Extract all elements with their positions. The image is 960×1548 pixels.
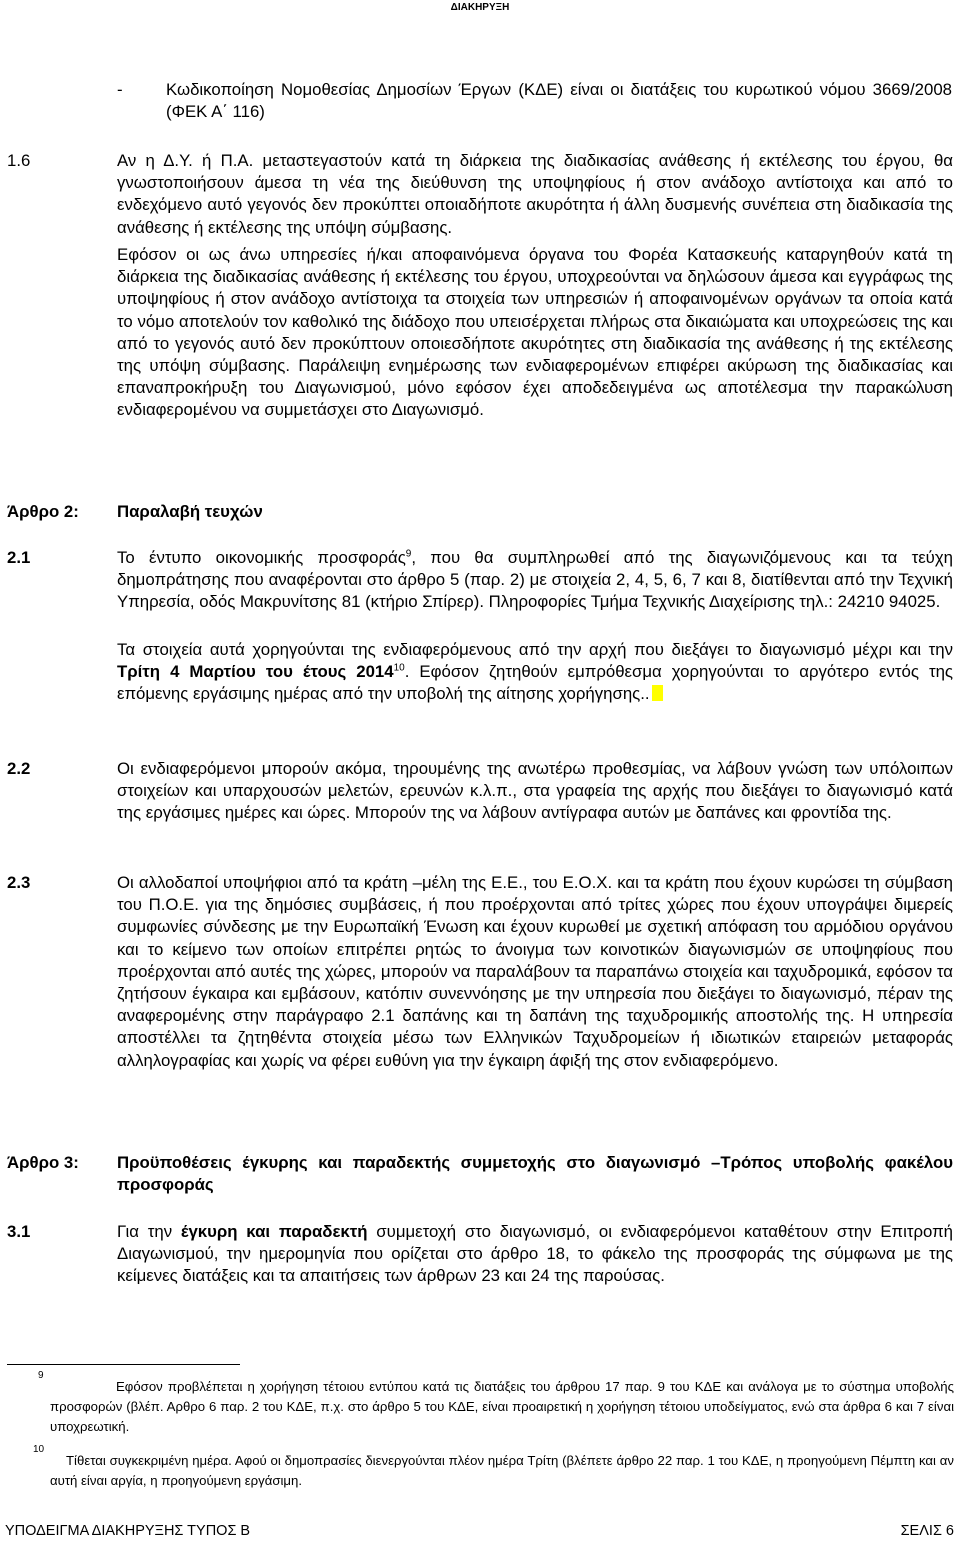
section-2-1-paragraph-1 (117, 547, 953, 614)
section-number-2-1: 2.1 (7, 548, 31, 567)
section-2-2-paragraph: Οι ενδιαφερόμενοι μπορούν ακόμα, τηρουμένης της ανωτέρω προθεσμίας, να λάβουν γνώση των υπόλοιπων στοιχείων και υπαρχουσών μελετών, ερευνών κ.λ.π., στα γραφεία της αρχής που διεξάγει το διαγωνισμό κατά της εργάσιμες ημέρες και ώρες. Μπορούν της να λάβουν αντίγραφα αυτών με δαπάνες και φροντίδα της. (117, 759, 953, 823)
footnote-10-text: Τίθεται συγκεκριμένη ημέρα. Αφού οι δημοπρασίες διενεργούνται πλέον ημέρα Τρίτη (βλέπετε άρθρο 22 παρ. 1 του ΚΔΕ, η προηγούμενη Πέμπτη και αν αυτή είναι αργία, η προηγούμενη εργάσιμη. (50, 1453, 954, 1488)
highlight-mark (652, 685, 663, 701)
section-1-6-paragraph-2: Εφόσον οι ως άνω υπηρεσίες ή/και αποφαινόμενα όργανα του Φορέα Κατασκευής καταργηθούν κατά τη διάρκεια της διαδικασίας ανάθεσης ή εκτέλεσης του έργου, υποχρεούνται να δηλώσουν άμεσα και εγγράφως της υποψηφίους ή στον ανάδοχο αντίστοιχα τα στοιχεία των υπηρεσιών ή αποφαινομένων οργάνων τα οποία κατά το νόμο αποτελούν τον καθολικό της διάδοχο που υπεισέρχεται πλήρως στα δικαιώματα και υποχρεώσεις της και από το γεγονός αυτό δεν προκύπτουν οποιεσδήποτε ακυρότητες στη διαδικασία της ανάθεσης ή της εκτέλεσης της υπόψη σύμβασης. Παράλειψη ενημέρωσης των ενδιαφερομένων επιφέρει ακύρωση της διαδικασίας και επαναπροκήρυξη του Διαγωνισμού, μόνο εφόσον έχει αποδεδειγμένα ως αποτέλεσμα την παρακώλυση ενδιαφερομένου να συμμετάσχει στο Διαγωνισμό. (117, 245, 953, 420)
list-dash: - (117, 80, 123, 99)
footer-page-number: ΣΕΛΙΣ 6 (900, 1523, 954, 1539)
footnote-9-number: 9 (38, 1370, 44, 1381)
section-3-1-text-a: Για την (117, 1222, 173, 1241)
section-number-3-1: 3.1 (7, 1222, 31, 1241)
section-number-1-6: 1.6 (7, 151, 31, 170)
section-2-1-text-b: , που θα συμπληρωθεί από της διαγωνιζόμενους και τα τεύχη δημοπράτησης που αναφέρονται στο άρθρο 5 (παρ. 2) με στοιχεία 2, 4, 5, 6, 7 και 8, διατίθενται από την Τεχνική Υπηρεσία, οδός Μακρυνίτσης 81 (κτήριο Σπίρερ). Πληροφορίες Τμήμα Τεχνικής Διαχείρισης τηλ.: 24210 94025. (117, 548, 954, 612)
section-2-1-text-a: Το έντυπο οικονομικής προσφοράς (117, 548, 406, 567)
article-3-label: Άρθρο 3: (7, 1153, 79, 1172)
section-number-2-2: 2.2 (7, 759, 31, 778)
section-2-3-paragraph: Οι αλλοδαποί υποψήφιοι από τα κράτη –μέλη της Ε.Ε., του Ε.Ο.Χ. και τα κράτη που έχουν κυρώσει τη σύμβαση του Π.Ο.Ε. για της δημόσιες συμβάσεις, ή που προέρχονται από τρίτες χώρες που έχουν υπογράψει διμερείς συμφωνίες σύνδεσης με την Ευρωπαϊκή Ένωση και έχουν κυρωθεί με σχετική απόφαση του αρμόδιου οργάνου και το κείμενο των οποίων επιτρέπει ρητώς το άνοιγμα των κοινοτικών διαγωνισμών σε υποψηφίους που προέρχονται από αυτές της χώρες, μπορούν να παραλάβουν τα παραπάνω στοιχεία και ταχυδρομικά, εφόσον τα ζητήσουν έγκαιρα και εμβάσουν, κατόπιν συνεννόησης με την υπηρεσία που διεξάγει το διαγωνισμό, πέραν της αναφερομένης στην παράγραφο 2.1 δαπάνης και τη δαπάνη της ταχυδρομικής αποστολής της. Η υπηρεσία αποστέλλει τα ζητηθέντα στοιχεία μέσω των Ελληνικών Ταχυδρομείων ή ιδιωτικών εταιρειών μεταφοράς αλληλογραφίας και χωρίς να φέρει ευθύνη για την έγκαιρη άφιξή της στον ενδιαφερόμενο. (117, 873, 953, 1070)
section-number-2-3: 2.3 (7, 873, 31, 892)
section-2-1-paragraph-2 (117, 639, 953, 706)
article-3-title: Προϋποθέσεις έγκυρης και παραδεκτής συμμετοχής στο διαγωνισμό –Τρόπος υποβολής φακέλου προσφοράς (117, 1153, 953, 1195)
page-header: ΔΙΑΚΗΡΥΞΗ (450, 2, 510, 13)
article-2-title: Παραλαβή τευχών (117, 502, 263, 521)
footer-document-title: ΥΠΟΔΕΙΓΜΑ ΔΙΑΚΗΡΥΞΗΣ ΤΥΠΟΣ Β (5, 1523, 251, 1539)
deadline-date: Τρίτη 4 Μαρτίου του έτους 2014 (117, 662, 394, 682)
section-3-1-text-b: συμμετοχή στο διαγωνισμό, οι ενδιαφερόμενοι καταθέτουν στην Επιτροπή Διαγωνισμού, την ημερομηνία που ορίζεται στο άρθρο 18, το φάκελο της προσφοράς της σύμφωνα με της κείμενες διατάξεις και τα απαιτήσεις των άρθρων 23 και 24 της παρούσας. (117, 1222, 954, 1286)
section-3-1-bold: έγκυρη και παραδεκτή (180, 1222, 368, 1241)
footnote-ref-9: 9 (405, 548, 412, 560)
intro-paragraph: Κωδικοποίηση Νομοθεσίας Δημοσίων Έργων (ΚΔΕ) είναι οι διατάξεις του κυρωτικού νόμου 3669/2008 (ΦΕΚ Α΄ 116) (166, 80, 952, 122)
footnote-separator (7, 1364, 240, 1365)
section-2-1-text-d: . Εφόσον ζητηθούν εμπρόθεσμα χορηγούνται το αργότερο εντός της επόμενης εργάσιμης ημέρας από την υποβολή της αίτησης χορήγησης.. (117, 662, 953, 704)
section-2-1-text-c: Τα στοιχεία αυτά χορηγούνται της ενδιαφερόμενους από την αρχή που διεξάγει το διαγωνισμό μέχρι και την (117, 640, 953, 659)
article-2-label: Άρθρο 2: (7, 502, 79, 521)
section-1-6-paragraph-1: Αν η Δ.Υ. ή Π.Α. μεταστεγαστούν κατά τη διάρκεια της διαδικασίας ανάθεσης ή εκτέλεσης του έργου, θα γνωστοποιήσουν άμεσα τη νέα της διεύθυνση της υποψηφίους ή στον ανάδοχο αντίστοιχα και από το ενδεχόμενο αυτό γεγονός δεν προκύπτει οποιαδήποτε ακυρότητα ή άλλη δυσμενής συνέπεια στη διαδικασία της ανάθεσης ή εκτέλεσης της υπόψη σύμβασης. (117, 151, 953, 237)
section-3-1-paragraph (117, 1221, 953, 1288)
footnote-9-text: Εφόσον προβλέπεται η χορήγηση τέτοιου εντύπου κατά τις διατάξεις του άρθρου 17 παρ. 9 του ΚΔΕ και ανάλογα με το σύστημα υποβολής προσφορών (βλέπ. Αρθρο 6 παρ. 2 του ΚΔΕ, π.χ. στο άρθρο 5 του ΚΔΕ, είναι προαιρετική η χορήγηση τέτοιου υποδείγματος, ενώ στα άρθρα 6 και 7 είναι υποχρεωτική. (50, 1379, 954, 1434)
footnote-10-number: 10 (33, 1444, 45, 1455)
footnote-ref-10: 10 (393, 662, 405, 674)
